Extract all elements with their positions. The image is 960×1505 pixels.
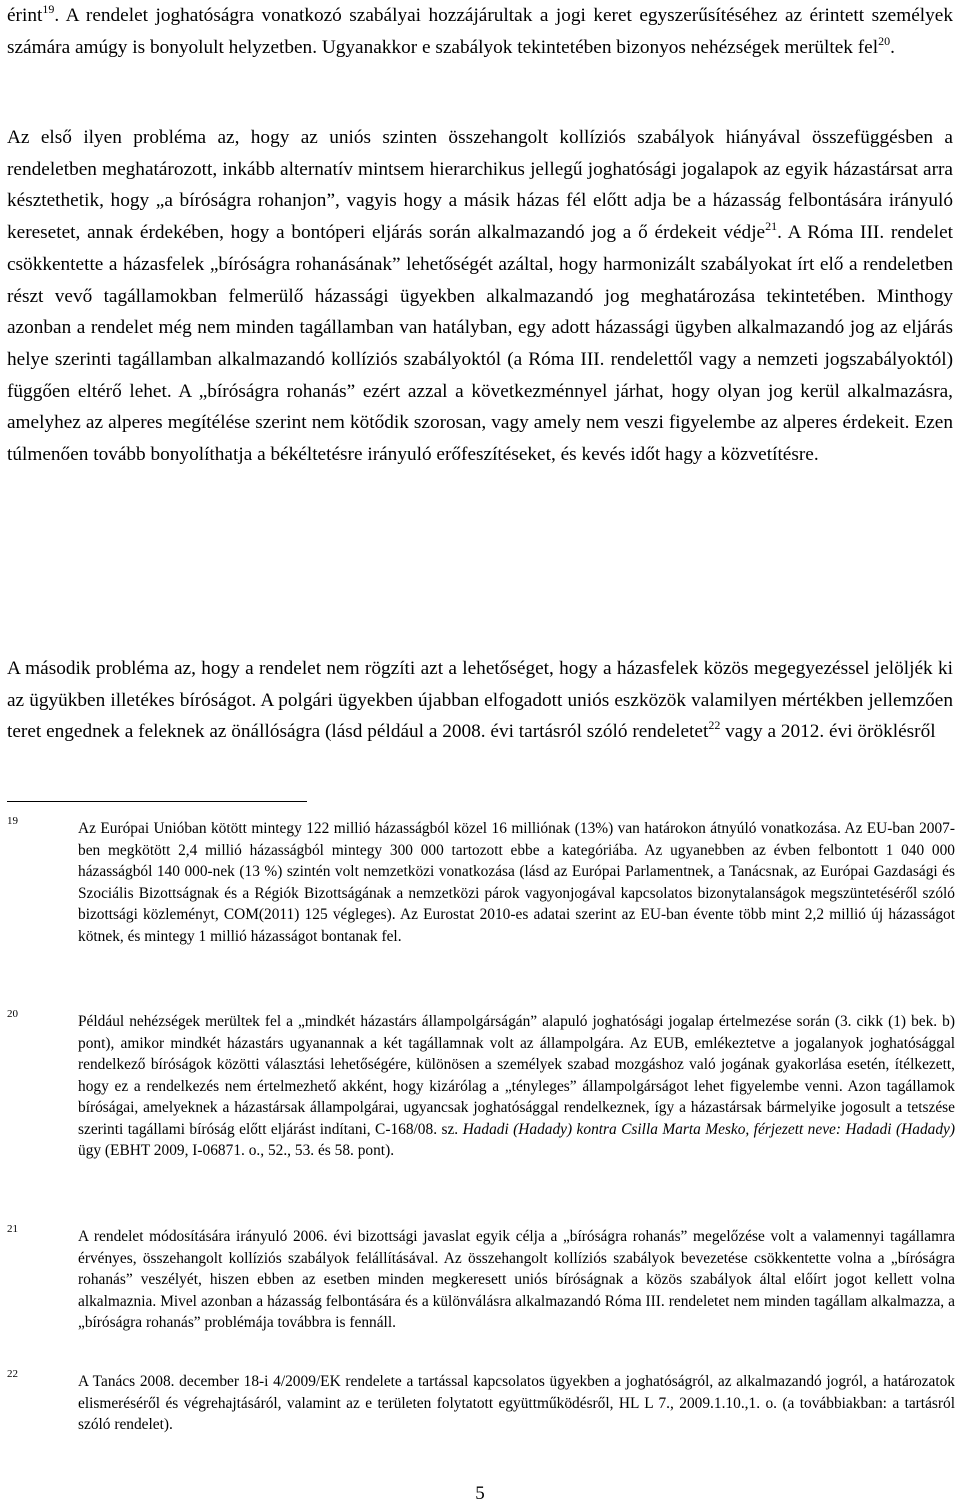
footnote-number-19: 19	[7, 815, 18, 827]
paragraph-text: érint	[7, 5, 43, 26]
footnote-ref-22[interactable]: 22	[708, 718, 721, 733]
body-paragraph-2	[7, 122, 953, 471]
footnote-text: ügy (EBHT 2009, I-06871. o., 52., 53. és 58. pont).	[78, 1142, 395, 1159]
footnote-text: Például nehézségek merültek fel a „mindkét házastárs állampolgárságán” alapuló joghatósági jogalap értelmezése során (3. cikk (1) bek. b) pont), amikor mindkét házastárs ugyanannak a két tagállamnak volt az állampolgára. Az EUB, emlékeztetve a jogalanyok joghatósággal rendelkező bíróságok közötti választási lehetőségére, különösen a személyek szabad mozgáshoz való jogának gyakorlása esetén, ítélkezett, hogy ez a rendelkezés nem értelmezhető akként, hogy kizárólag a „tényleges” állampolgárságot lehet figyelembe venni. Azon tagállamok bíróságai, amelyeknek a házastársak állampolgárai, ugyancsak joghatósággal rendelkeznek, így a házastársak bármelyike jogosult a tetszése szerinti tagállami bíróság előtt eljárást indítani, C-168/08. sz.	[78, 1013, 955, 1138]
paragraph-text: A második probléma az, hogy a rendelet nem rögzíti azt a lehetőséget, hogy a házasfelek közös megegyezéssel jelöljék ki az ügyükben illetékes bíróságot. A polgári ügyekben újabban elfogadott uniós eszközök valamilyen mértékben jellemzően teret engednek a feleknek az önállóságra (lásd például a 2008. évi tartásról szóló rendeletet	[7, 658, 953, 743]
footnote-ref-21[interactable]: 21	[765, 219, 778, 234]
body-paragraph-1	[7, 0, 953, 63]
footnote-number-22: 22	[7, 1368, 18, 1380]
footnote-ref-19[interactable]: 19	[42, 2, 55, 16]
footnote-text: A Tanács 2008. december 18-i 4/2009/EK rendelete a tartással kapcsolatos ügyekben a joghatóságról, az alkalmazandó jogról, a határozatok elismeréséről és végrehajtásáról, valamint az e területen folytatott együttműködésről, HL L 7., 2009.1.10.,1. o. (a továbbiakban: a tartásról szóló rendelet).	[78, 1373, 955, 1433]
case-name: Hadadi (Hadady) kontra Csilla Marta Mesko, férjezett neve: Hadadi (Hadady)	[462, 1120, 955, 1138]
footnote-number-21: 21	[7, 1223, 18, 1235]
footnote-separator	[7, 801, 307, 802]
footnote-19	[78, 818, 955, 947]
footnote-22	[78, 1371, 955, 1436]
footnote-20	[78, 1011, 955, 1162]
footnote-ref-20[interactable]: 20	[878, 33, 891, 48]
body-paragraph-3	[7, 653, 953, 748]
footnote-text: Az Európai Unióban kötött mintegy 122 millió házasságból közel 16 milliónak (13%) van határokon átnyúló vonatkozása. Az EU-ban 2007-ben megkötött 2,4 millió házasságból mintegy 300 000 tartozott ebbe a kategóriába. Az ugyanebben az évben felbontott 1 040 000 házasságból 140 000-nek (13 %) szintén volt nemzetközi vonatkozása (lásd az Európai Parlamentnek, a Tanácsnak, az Európai Gazdasági és Szociális Bizottságnak és a Régiók Bizottságának a nemzetközi párok vagyonjogával kapcsolatos bizonytalanságok megszüntetéséről szóló bizottsági közleményt, COM(2011) 125 végleges). Az Eurostat 2010-es adatai szerint az EU-ban évente több mint 2,2 millió új házasságot kötnek, és mintegy 1 millió házasságot bontanak fel.	[78, 820, 955, 945]
paragraph-text: . A Róma III. rendelet csökkentette a házasfelek „bíróságra rohanásának” lehetőségét azáltal, hogy harmonizált szabályokat írt elő a rendeletben részt vevő tagállamokban felmerülő házassági ügyekben alkalmazandó jog meghatározása tekintetében. Minthogy azonban a rendelet még nem minden tagállamban van hatályban, egy adott házassági ügyben alkalmazandó jog az eljárás helye szerinti tagállamban alkalmazandó kollíziós szabályoktól (a Róma III. rendelettől vagy a nemzeti jogszabályoktól) függően eltérő lehet. A „bíróságra rohanás” ezért azzal a következménnyel járhat, hogy olyan jog kerül alkalmazásra, amelyhez az alperes megítélése szerint nem kötődik szorosan, vagy amely nem veszi figyelembe az alperes érdekeit. Ezen túlmenően tovább bonyolíthatja a békéltetésre irányuló erőfeszítéseket, és kevés időt hagy a közvetítésre.	[7, 222, 953, 466]
paragraph-text: vagy a 2012. évi öröklésről	[720, 721, 936, 743]
page-number: 5	[475, 1483, 485, 1504]
footnote-number-20: 20	[7, 1008, 18, 1020]
footnote-21	[78, 1226, 955, 1334]
paragraph-text: .	[890, 36, 895, 58]
paragraph-text: . A rendelet joghatóságra vonatkozó szabályai hozzájárultak a jogi keret egyszerűsítéséhez az érintett személyek számára amúgy is bonyolult helyzetben. Ugyanakkor e szabályok tekintetében bizonyos nehézségek merültek fel	[7, 5, 953, 58]
footnote-text: A rendelet módosítására irányuló 2006. évi bizottsági javaslat egyik célja a „bíróságra rohanás” megelőzése volt a valamennyi tagállamra érvényes, összehangolt kollíziós szabályok felállításával. Az összehangolt kollíziós szabályok bevezetése csökkentette volna a „bíróságra rohanás” veszélyét, hiszen ebben az esetben minden megkeresett uniós bíróságnak a közös szabályok által előírt jogot kellett volna alkalmaznia. Mivel azonban a házasság felbontására és a különválásra alkalmazandó Róma III. rendeletet nem minden tagállam alkalmazza, a „bíróságra rohanás” problémája továbbra is fennáll.	[78, 1228, 955, 1331]
paragraph-text: Az első ilyen probléma az, hogy az uniós szinten összehangolt kollíziós szabályok hiányával összefüggésben a rendeletben meghatározott, inkább alternatív mintsem hierarchikus jellegű joghatósági jogalapok az egyik házastársat arra késztethetik, hogy „a bíróságra rohanjon”, vagyis hogy a másik házas fél előtt adja be a házasság felbontására irányuló keresetet, annak érdekében, hogy a bontóperi eljárás során alkalmazandó jog a ő érdekeit védje	[7, 127, 953, 244]
